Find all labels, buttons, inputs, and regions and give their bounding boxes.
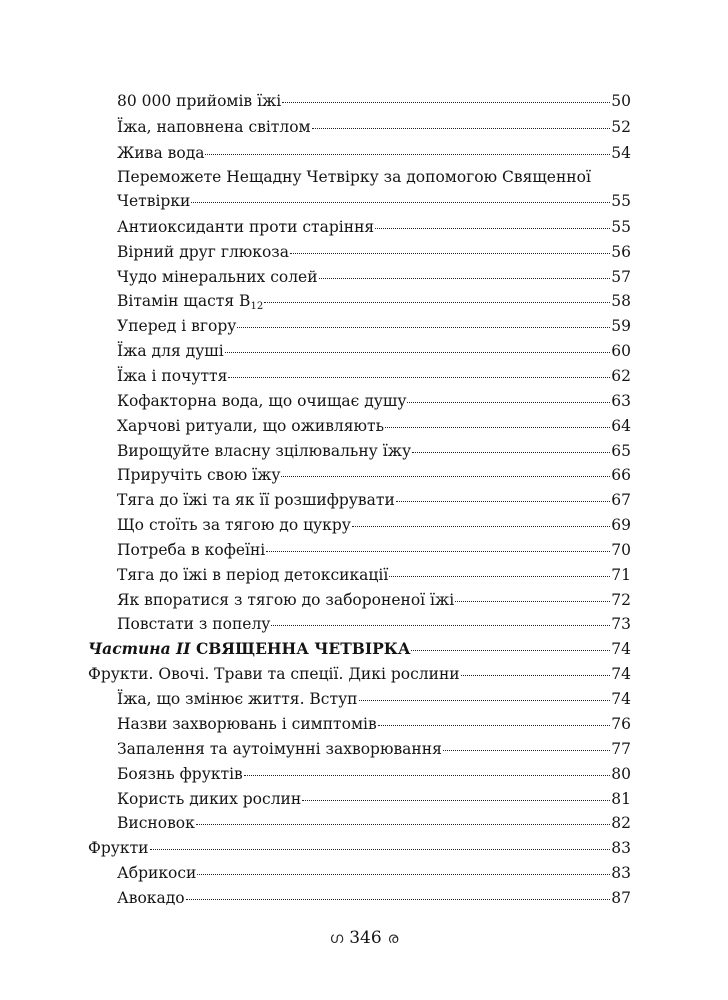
dot-leader [266, 551, 610, 552]
toc-part-heading [88, 639, 631, 659]
toc-entry [117, 391, 631, 411]
dot-leader [264, 302, 610, 303]
entry-page: 80 [611, 765, 631, 783]
dot-leader [196, 824, 610, 825]
entry-page: 58 [611, 292, 631, 310]
entry-page: 56 [611, 243, 631, 261]
dot-leader [411, 650, 610, 651]
entry-page: 87 [611, 889, 631, 907]
dot-leader [191, 202, 610, 203]
toc-entry [117, 167, 631, 211]
entry-page: 76 [611, 715, 631, 733]
toc-entry [117, 441, 631, 461]
dot-leader [359, 700, 611, 701]
toc-entry [117, 813, 631, 833]
entry-page: 73 [611, 615, 631, 633]
toc-entry [117, 739, 631, 759]
dot-leader [455, 601, 610, 602]
entry-title: Фрукти. Овочі. Трави та спеції. Дикі рослини [88, 665, 460, 683]
dot-leader [412, 452, 610, 453]
entry-title [117, 291, 263, 314]
dot-leader [205, 154, 610, 155]
entry-title: Приручіть свою їжу [117, 466, 281, 484]
toc-entry [117, 689, 631, 709]
dot-leader [244, 775, 610, 776]
dot-leader [378, 725, 611, 726]
dot-leader [228, 377, 610, 378]
entry-page: 57 [611, 268, 631, 286]
toc-entry [117, 465, 631, 485]
toc-entry [117, 217, 631, 237]
dot-leader [302, 800, 610, 801]
entry-title: Тяга до їжі в період детоксикації [117, 566, 389, 584]
entry-title: Потреба в кофеїні [117, 541, 266, 559]
toc-entry [117, 91, 631, 111]
entry-page: 65 [611, 442, 631, 460]
page-footer [0, 928, 728, 948]
left-ornament-icon: ഗ [329, 929, 344, 947]
entry-page: 69 [611, 516, 631, 534]
toc-entry [117, 416, 631, 436]
entry-page: 82 [611, 814, 631, 832]
entry-title [88, 639, 410, 659]
toc-entry [117, 316, 631, 336]
toc-entry [117, 764, 631, 784]
entry-page: 83 [611, 839, 631, 857]
entry-page: 72 [611, 591, 631, 609]
entry-title: Запалення та аутоімунні захворювання [117, 740, 442, 758]
entry-page: 60 [611, 342, 631, 360]
toc-entry [117, 341, 631, 361]
right-ornament-icon: ര [387, 929, 399, 947]
toc-entry [88, 838, 631, 858]
dot-leader [271, 625, 610, 626]
part-label: Частина II [88, 639, 191, 658]
toc-entry [117, 614, 631, 634]
entry-title-text: Вітамін щастя B [117, 292, 251, 310]
toc-entry [117, 714, 631, 734]
entry-page: 67 [611, 491, 631, 509]
entry-page: 81 [611, 790, 631, 808]
entry-title: Абрикоси [117, 864, 197, 882]
entry-title: Фрукти [88, 839, 149, 857]
entry-title: Авокадо [117, 889, 185, 907]
dot-leader [352, 526, 610, 527]
toc-entry [117, 490, 631, 510]
dot-leader [225, 352, 611, 353]
entry-page: 74 [611, 690, 631, 708]
entry-page: 55 [611, 218, 631, 236]
entry-page: 50 [611, 92, 631, 110]
dot-leader [319, 278, 611, 279]
entry-page: 71 [611, 566, 631, 584]
part-title: СВЯЩЕННА ЧЕТВІРКА [195, 639, 411, 658]
entry-title: Вирощуйте власну зцілювальну їжу [117, 442, 412, 460]
entry-title: Харчові ритуали, що оживляють [117, 417, 385, 435]
dot-leader [443, 750, 610, 751]
entry-page: 70 [611, 541, 631, 559]
entry-title: Їжа і почуття [117, 367, 228, 385]
entry-title: Вірний друг глюкоза [117, 243, 289, 261]
entry-page: 59 [611, 317, 631, 335]
entry-page: 74 [611, 640, 631, 658]
toc-entry [117, 117, 631, 137]
entry-title: Що стоїть за тягою до цукру [117, 516, 351, 534]
entry-title: Жива вода [117, 144, 205, 162]
dot-leader [312, 128, 611, 129]
toc-entry [117, 143, 631, 163]
dot-leader [197, 874, 610, 875]
entry-page: 62 [611, 367, 631, 385]
entry-title: Назви захворювань і симптомів [117, 715, 377, 733]
dot-leader [150, 849, 611, 850]
dot-leader [407, 402, 610, 403]
entry-title: Уперед і вгору [117, 317, 237, 335]
entry-title: Повстати з попелу [117, 615, 271, 633]
dot-leader [389, 576, 610, 577]
toc-entry [117, 515, 631, 535]
entry-title: Їжа для душі [117, 342, 224, 360]
toc-entry [117, 888, 631, 908]
entry-page: 66 [611, 466, 631, 484]
toc-entry [117, 590, 631, 610]
entry-page: 77 [611, 740, 631, 758]
entry-title: Їжа, наповнена світлом [117, 118, 311, 136]
entry-page: 83 [611, 864, 631, 882]
toc-entry [117, 291, 631, 314]
entry-title: Як впоратися з тягою до забороненої їжі [117, 591, 455, 609]
entry-page: 74 [611, 665, 631, 683]
entry-title: Тяга до їжі та як її розшифрувати [117, 491, 395, 509]
entry-title-subscript: 12 [250, 301, 264, 312]
dot-leader [281, 476, 610, 477]
dot-leader [282, 102, 610, 103]
dot-leader [396, 501, 610, 502]
dot-leader [237, 327, 610, 328]
toc-entry [117, 565, 631, 585]
dot-leader [375, 228, 610, 229]
entry-page: 52 [611, 118, 631, 136]
entry-title: Їжа, що змінює життя. Вступ [117, 690, 358, 708]
toc-entry [117, 789, 631, 809]
toc-entry [117, 242, 631, 262]
entry-title: Кофакторна вода, що очищає душу [117, 392, 407, 410]
toc-entry [117, 366, 631, 386]
toc-entry [117, 863, 631, 883]
dot-leader [290, 253, 610, 254]
entry-page: 63 [611, 392, 631, 410]
entry-title: Антиоксиданти проти старіння [117, 218, 375, 236]
toc-entry [117, 267, 631, 287]
dot-leader [385, 427, 610, 428]
entry-title: Боязнь фруктів [117, 765, 243, 783]
toc-entry [117, 540, 631, 560]
dot-leader [461, 675, 611, 676]
entry-page: 54 [611, 144, 631, 162]
entry-title: Чудо мінеральних солей [117, 268, 318, 286]
entry-title: 80 000 прийомів їжі [117, 92, 282, 110]
entry-title: Четвірки [117, 192, 191, 210]
toc-entry [88, 664, 631, 684]
entry-title-line1: Переможете Нещадну Четвірку за допомогою Священної [117, 168, 591, 186]
page-number: 346 [349, 928, 382, 948]
entry-title: Висновок [117, 814, 195, 832]
entry-page: 55 [611, 192, 631, 210]
entry-title: Користь диких рослин [117, 790, 302, 808]
dot-leader [186, 899, 611, 900]
entry-page: 64 [611, 417, 631, 435]
